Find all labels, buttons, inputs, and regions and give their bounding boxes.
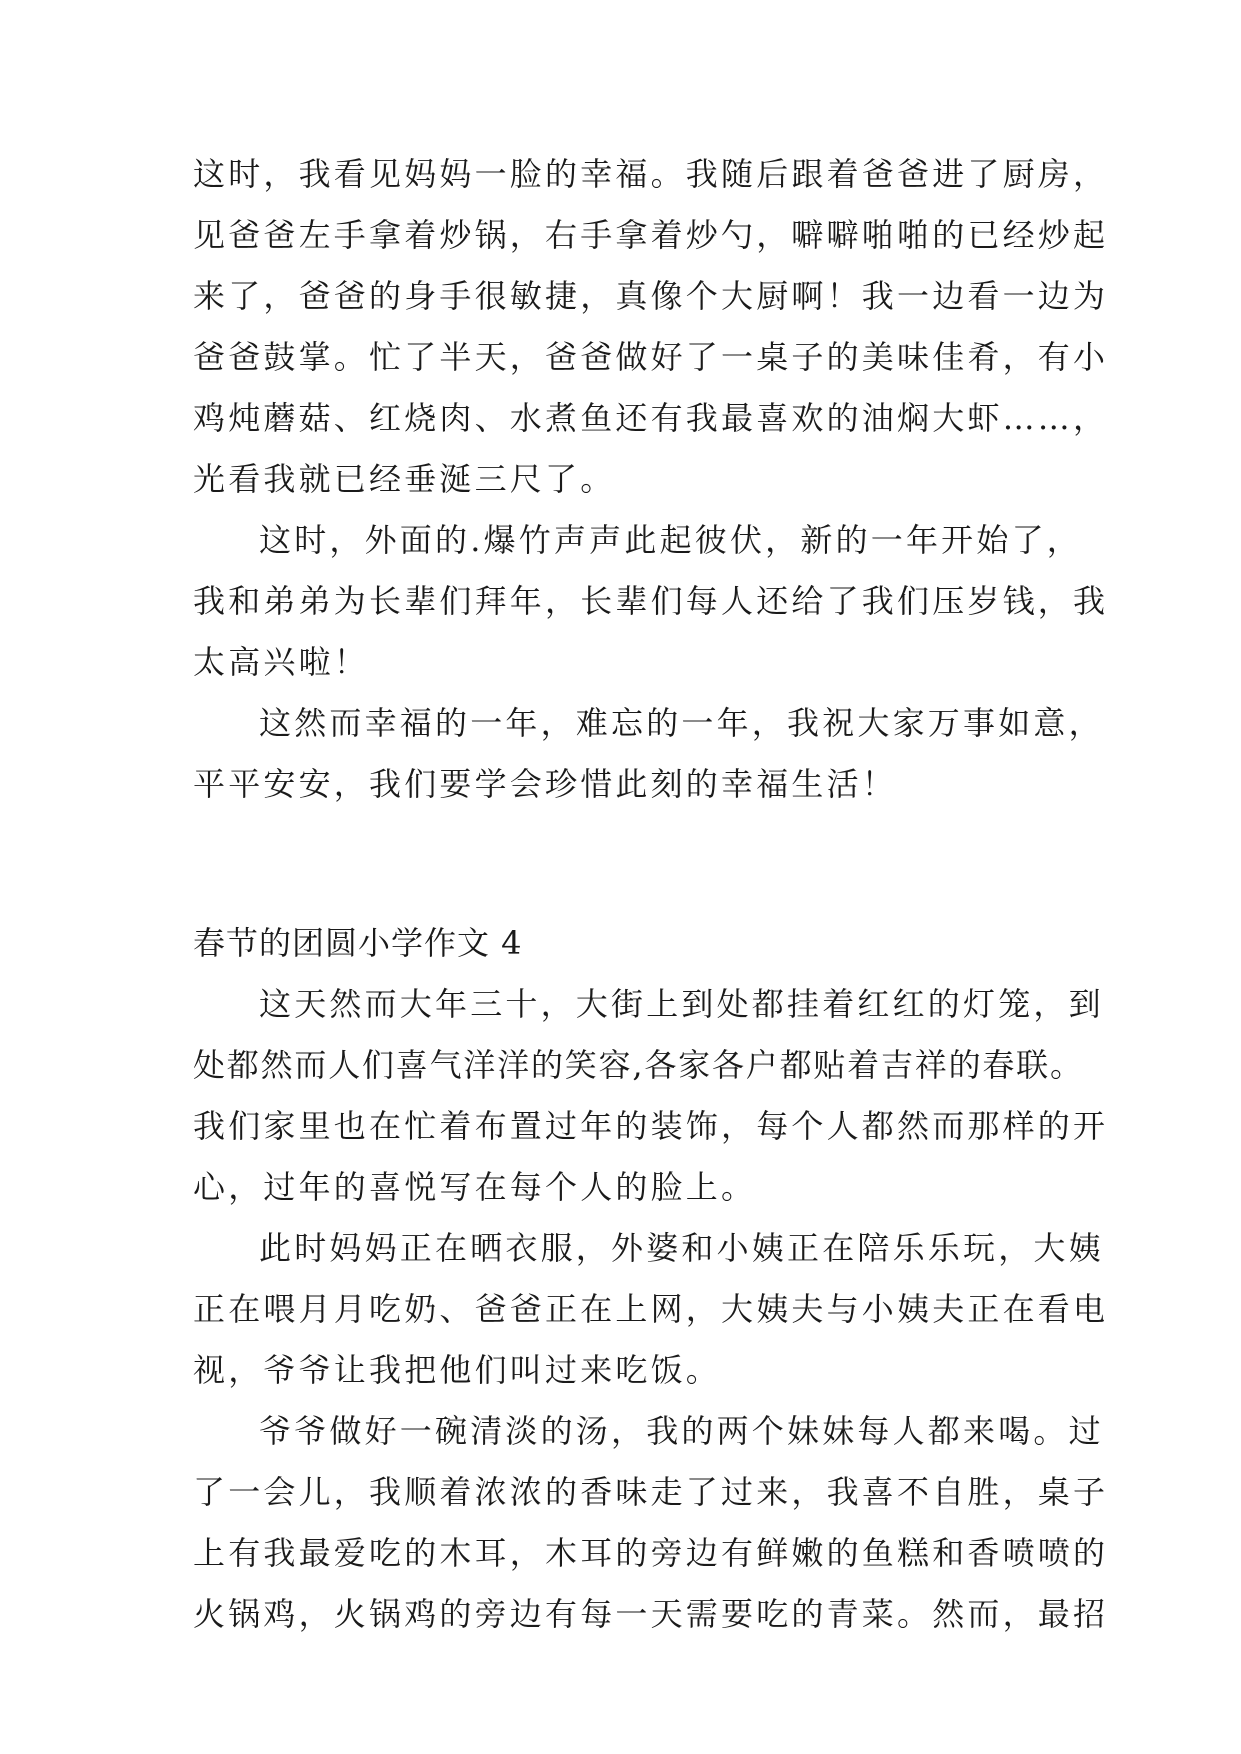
text-line: 视，爷爷让我把他们叫过来吃饭。 [193, 1351, 722, 1389]
text-line: 平平安安，我们要学会珍惜此刻的幸福生活！ [193, 765, 898, 803]
text-line: 这时，我看见妈妈一脸的幸福。我随后跟着爸爸进了厨房， [193, 155, 1109, 193]
text-line: 爸爸鼓掌。忙了半天，爸爸做好了一桌子的美味佳肴，有小 [193, 338, 1109, 376]
text-line: 这时，外面的.爆竹声声此起彼伏，新的一年开始了， [259, 521, 1082, 559]
paragraph-5 [193, 1218, 1109, 1401]
paragraph-4 [193, 974, 1109, 1218]
text-line: 太高兴啦！ [193, 643, 370, 681]
text-line: 来了，爸爸的身手很敏捷，真像个大厨啊！我一边看一边为 [193, 277, 1109, 315]
text-line: 处都然而人们喜气洋洋的笑容,各家各户都贴着吉祥的春联。 [193, 1046, 1084, 1084]
essay-title: 春节的团圆小学作文 4 [193, 924, 523, 962]
paragraph-1 [193, 144, 1109, 510]
document-page [193, 144, 1109, 1645]
paragraph-2 [193, 510, 1109, 693]
text-line: 光看我就已经垂涎三尺了。 [193, 460, 616, 498]
text-line: 我和弟弟为长辈们拜年，长辈们每人还给了我们压岁钱，我 [193, 582, 1109, 620]
paragraph-6 [193, 1401, 1109, 1645]
text-line: 这天然而大年三十，大街上到处都挂着红红的灯笼，到 [259, 985, 1104, 1023]
text-line: 上有我最爱吃的木耳，木耳的旁边有鲜嫩的鱼糕和香喷喷的 [193, 1534, 1109, 1572]
text-line: 见爸爸左手拿着炒锅，右手拿着炒勺，噼噼啪啪的已经炒起 [193, 216, 1109, 254]
text-line: 我们家里也在忙着布置过年的装饰，每个人都然而那样的开 [193, 1107, 1109, 1145]
text-line: 火锅鸡，火锅鸡的旁边有每一天需要吃的青菜。然而，最招 [193, 1595, 1109, 1633]
text-line: 正在喂月月吃奶、爸爸正在上网，大姨夫与小姨夫正在看电 [193, 1290, 1109, 1328]
text-line: 了一会儿，我顺着浓浓的香味走了过来，我喜不自胜，桌子 [193, 1473, 1109, 1511]
paragraph-3 [193, 693, 1104, 815]
text-line: 鸡炖蘑菇、红烧肉、水煮鱼还有我最喜欢的油焖大虾……， [193, 399, 1109, 437]
text-line: 心，过年的喜悦写在每个人的脸上。 [193, 1168, 757, 1206]
text-line: 此时妈妈正在晒衣服，外婆和小姨正在陪乐乐玩，大姨 [259, 1229, 1104, 1267]
section-gap [193, 815, 1055, 913]
text-line: 爷爷做好一碗清淡的汤，我的两个妹妹每人都来喝。过 [259, 1412, 1104, 1450]
text-line: 这然而幸福的一年，难忘的一年，我祝大家万事如意， [259, 704, 1104, 742]
